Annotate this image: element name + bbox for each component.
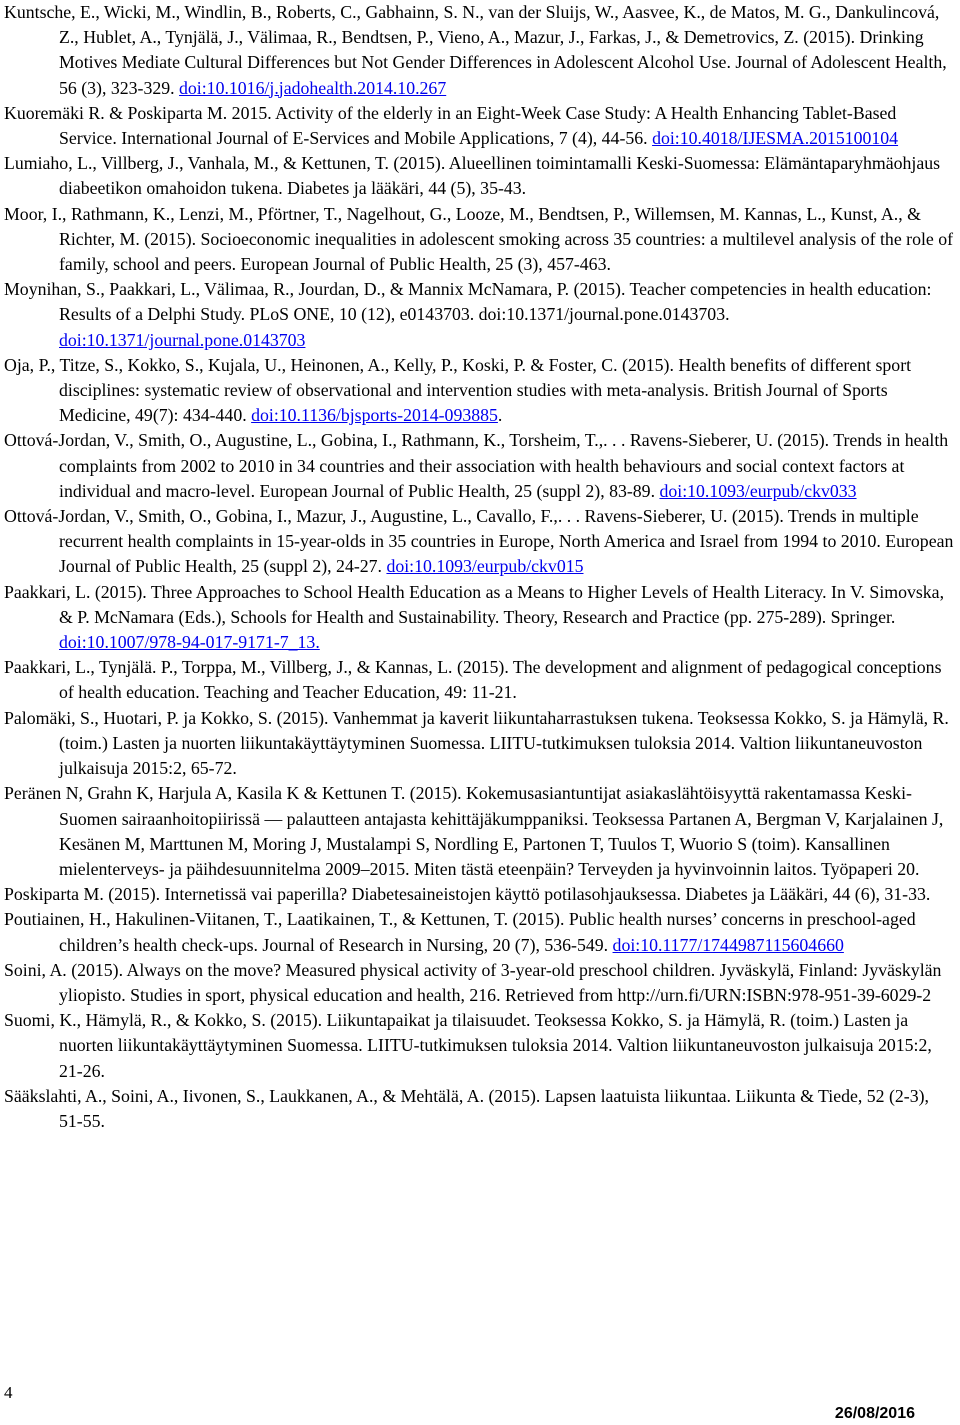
reference-entry [4, 428, 956, 504]
reference-text: Palomäki, S., Huotari, P. ja Kokko, S. (2015). Vanhemmat ja kaverit liikuntaharrastuksen tukena. Teoksessa Kokko, S. ja Hämylä, R. (toim.) Lasten ja nuorten liikuntakäyttäytyminen Suomessa. LIITU-tutkimuksen tuloksia 2014. Valtion liikuntaneuvoston julkaisuja 2015:2, 65-72. [4, 707, 949, 779]
reference-text: Ottová-Jordan, V., Smith, O., Augustine, L., Gobina, I., Rathmann, K., Torsheim, T.,. . . Ravens-Sieberer, U. (2015). Trends in health complaints from 2002 to 2010 in 34 countries and their association with health behaviours and social context factors at individual and macro-level. European Journal of Public Health, 25 (suppl 2), 83-89. [4, 430, 949, 501]
reference-text: Moor, I., Rathmann, K., Lenzi, M., Pförtner, T., Nagelhout, G., Looze, M., Bendtsen, P., Willemsen, M. Kannas, L., Kunst, A., & Richter, M. (2015). Socioeconomic inequalities in adolescent smoking across 35 countries: a multilevel analysis of the role of family, school and peers. European Journal of Public Health, 25 (3), 457-463. [4, 203, 954, 275]
doi-link[interactable]: doi:10.1136/bjsports-2014-093885 [251, 405, 498, 426]
reference-text: Soini, A. (2015). Always on the move? Measured physical activity of 3-year-old preschool children. Jyväskylä, Finland: Jyväskylän yliopisto. Studies in sport, physical education and health, 216. Retrieved from http://urn.fi/URN:ISBN:978-951-39-6029-2 [4, 959, 942, 1005]
doi-link[interactable]: doi:10.1371/journal.pone.0143703 [59, 329, 306, 350]
doi-link[interactable]: doi:10.1007/978-94-017-9171-7_13. [59, 632, 320, 653]
page-number: 4 [4, 1383, 13, 1402]
reference-entry [4, 277, 956, 353]
reference-entry [4, 353, 956, 429]
doi-link[interactable]: doi:10.1016/j.jadohealth.2014.10.267 [179, 77, 447, 98]
reference-entry [4, 1008, 956, 1084]
reference-entry [4, 781, 956, 882]
reference-text: Paakkari, L., Tynjälä. P., Torppa, M., Villberg, J., & Kannas, L. (2015). The development and alignment of pedagogical conceptions of health education. Teaching and Teacher Education, 49: 11-21. [4, 657, 942, 703]
reference-list [4, 0, 956, 1134]
doi-link[interactable]: doi:10.4018/IJESMA.2015100104 [652, 128, 899, 149]
reference-text: Sääkslahti, A., Soini, A., Iivonen, S., Laukkanen, A., & Mehtälä, A. (2015). Lapsen laatuista liikuntaa. Liikunta & Tiede, 52 (2-3), 51-55. [4, 1085, 929, 1131]
reference-entry [4, 580, 956, 656]
reference-entry [4, 1084, 956, 1134]
reference-entry [4, 706, 956, 782]
reference-text: Kuoremäki R. & Poskiparta M. 2015. Activity of the elderly in an Eight-Week Case Study: A Health Enhancing Tablet-Based Service. International Journal of E-Services and Mobile Applications, 7 (4), 44-56. [4, 102, 897, 149]
reference-text: Kuntsche, E., Wicki, M., Windlin, B., Roberts, C., Gabhainn, S. N., van der Sluijs, W., Aasvee, K., de Matos, M. G., Dankulincová, Z., Hublet, A., Tynjälä, J., Välimaa, R., Bendtsen, P., Vieno, A., Mazur, J., Farkas, J., & Demetrovics, Z. (2015). Drinking Motives Mediate Cultural Differences but Not Gender Differences in Adolescent Alcohol Use. Journal of Adolescent Health, 56 (3), 323-329. [4, 2, 947, 98]
reference-text: Peränen N, Grahn K, Harjula A, Kasila K & Kettunen T. (2015). Kokemusasiantuntijat asiakaslähtöisyyttä rakentamassa Keski-Suomen sairaanhoitopiirissä — palautteen antajasta kehittäjäkumppaniksi. Teoksessa Partanen A, Bergman V, Karjalainen J, Kesänen M, Marttunen M, Moring J, Mustalampi S, Nordling E, Partonen T, Tuulos T, Wuorio S (toim). Kansallinen mielenterveys- ja päihdesuunnitelma 2009–2015. Miten tästä eteenpäin? Terveyden ja hyvinvoinnin laitos. Työpaperi 20. [4, 783, 944, 879]
reference-text: Suomi, K., Hämylä, R., & Kokko, S. (2015). Liikuntapaikat ja tilaisuudet. Teoksessa Kokko, S. ja Hämylä, R. (toim.) Lasten ja nuorten liikuntakäyttäytyminen Suomessa. LIITU-tutkimuksen tuloksia 2014. Valtion liikuntaneuvoston julkaisuja 2015:2, 21-26. [4, 1010, 932, 1081]
reference-entry [4, 202, 956, 278]
reference-entry [4, 504, 956, 580]
reference-entry [4, 958, 956, 1008]
reference-text: Moynihan, S., Paakkari, L., Välimaa, R., Jourdan, D., & Mannix McNamara, P. (2015). Teacher competencies in health education: Results of a Delphi Study. PLoS ONE, 10 (12), e0143703. doi:10.1371/journal.pone.0143703. [4, 279, 932, 325]
doi-link[interactable]: doi:10.1177/1744987115604660 [612, 934, 844, 955]
reference-text: Paakkari, L. (2015). Three Approaches to School Health Education as a Means to Higher Levels of Health Literacy. In V. Simovska, & P. McNamara (Eds.), Schools for Health and Sustainability. Theory, Research and Practice (pp. 275-289). Springer. [4, 581, 945, 627]
reference-text: Oja, P., Titze, S., Kokko, S., Kujala, U., Heinonen, A., Kelly, P., Koski, P. & Foster, C. (2015). Health benefits of different sport disciplines: systematic review of observational and intervention studies with meta-analysis. British Journal of Sports Medicine, 49(7): 434-440. [4, 354, 912, 426]
reference-entry [4, 907, 956, 957]
footer-date: 26/08/2016 [834, 1405, 915, 1422]
doi-link[interactable]: doi:10.1093/eurpub/ckv033 [659, 480, 857, 501]
reference-entry [4, 151, 956, 201]
reference-text: Poutiainen, H., Hakulinen-Viitanen, T., Laatikainen, T., & Kettunen, T. (2015). Public health nurses’ concerns in preschool-aged children’s health check-ups. Journal of Research in Nursing, 20 (7), 536-549. [4, 909, 916, 955]
reference-text: Lumiaho, L., Villberg, J., Vanhala, M., & Kettunen, T. (2015). Alueellinen toimintamalli Keski-Suomessa: Elämäntaparyhmäohjaus diabeetikon omahoidon tukena. Diabetes ja lääkäri, 44 (5), 35-43. [4, 153, 941, 199]
reference-text-end: . [497, 405, 503, 426]
reference-entry [4, 882, 956, 907]
reference-entry [4, 655, 956, 705]
reference-entry [4, 101, 956, 151]
reference-entry [4, 0, 956, 101]
reference-text: Ottová-Jordan, V., Smith, O., Gobina, I., Mazur, J., Augustine, L., Cavallo, F.,. . . Ravens-Sieberer, U. (2015). Trends in multiple recurrent health complaints in 15-year-olds in 35 countries in Europe, North America and Israel from 1994 to 2010. European Journal of Public Health, 25 (suppl 2), 24-27. [4, 506, 954, 577]
doi-link[interactable]: doi:10.1093/eurpub/ckv015 [386, 556, 584, 577]
reference-text: Poskiparta M. (2015). Internetissä vai paperilla? Diabetesaineistojen käyttö potilasohjauksessa. Diabetes ja Lääkäri, 44 (6), 31-33. [4, 884, 931, 905]
